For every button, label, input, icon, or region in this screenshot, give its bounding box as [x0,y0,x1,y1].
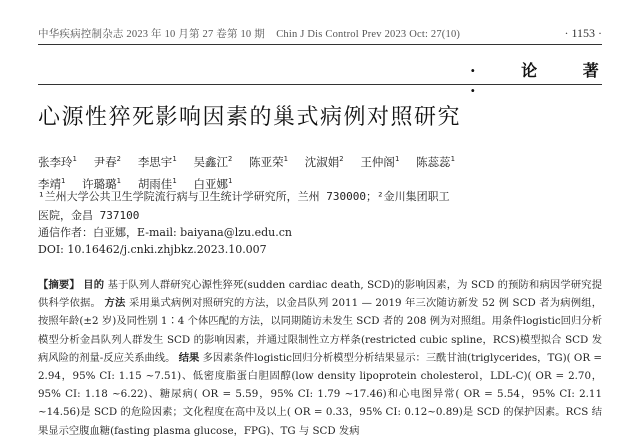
doi: DOI: 10.16462/j.cnki.zhjbkz.2023.10.007 [38,243,267,256]
author: 吴鑫江$^2$ [193,154,233,169]
abstract-label: 【摘要】 [38,279,80,291]
author: 李靖$^1$ [38,176,66,191]
section-rule [38,84,602,85]
objective-label: 目的 [83,279,105,291]
author: 白亚娜$^1$ [193,176,233,191]
article-title: 心源性猝死影响因素的巢式病例对照研究 [38,105,462,130]
author: 胡雨佳$^1$ [137,176,177,191]
affiliation-line: ¹兰州大学公共卫生学院流行病与卫生统计学研究所，兰州 730000；²金川集团职工 [38,190,450,203]
journal-citation [38,26,460,41]
author: 张李玲$^1$ [38,154,77,169]
author: 陈蕊蕊$^1$ [416,154,455,169]
correspondence-block [38,224,598,258]
header-rule [38,44,602,45]
author: 王仲阁$^1$ [360,154,400,169]
author: 沈淑娟$^2$ [304,154,344,169]
results-label: 结果 [178,351,200,364]
affiliation [38,187,598,225]
journal-name-en: Chin J Dis Control Prev 2023 Oct: 27(10) [276,29,461,40]
author: 尹春$^2$ [93,154,121,169]
section-label: · 论 著 · [470,61,619,100]
journal-name-cn: 中华疾病控制杂志 2023 年 10 月第 27 卷第 10 期 [38,29,265,40]
objective-text: 基于队列人群研究心源性猝死(sudden cardiac death, SCD)的影响因素，为 SCD 的预防和病因学研究提供科学依据。 [38,279,603,310]
abstract [38,276,602,440]
page-number: · 1153 · [564,26,602,40]
methods-label: 方法 [104,297,126,310]
author: 许璐璐$^1$ [82,176,121,191]
author: 李思宇$^1$ [137,154,177,169]
methods-text: 采用巢式病例对照研究的方法，以金昌队列 2011 — 2019 年三次随访新发 52 例 SCD 者为病例组，按照年龄(±2 岁)及同性别 1∶4 个体匹配的方法，以同期随访未发生 SCD 者的 208 例为对照组。用条件logistic回归分析模型分析金昌队列人群发生 SCD 的影响因素，并通过限制性立方样条(restricted cubic spline，RCS)模型拟合 SCD 发病风险的剂量-反应关系曲线。 [38,297,603,364]
author: 陈亚荣$^1$ [249,154,288,169]
corresponding-author: 通信作者：白亚娜，E-mail: baiyana@lzu.edu.cn [38,226,292,239]
results-text: 多因素条件logistic回归分析模型分析结果显示：三酰甘油(triglycerides，TG)( OR = 2.94，95% CI: 1.15 ~7.51)、低密度脂蛋白胆固醇(low density lipoprotein cholesterol，LDL-C)( OR = 2.70，95% CI: 1.18 ~6.22)、糖尿病( OR = 5.59，95% CI: 1.79 ~17.46)和心电图异常( OR = 5.54，95% CI: 2.11 ~14.56)是 SCD 的危险因素；文化程度在高中及以上( OR = 0.33，95% CI: 0.12~0.89)是 SCD 的保护因素。RCS 结果显示空腹血糖(fasting plasma glucose，FPG)、TG 与 SCD 发病 [38,351,602,437]
affiliation-line: 医院，金昌 737100 [38,209,140,222]
running-header [38,26,602,41]
